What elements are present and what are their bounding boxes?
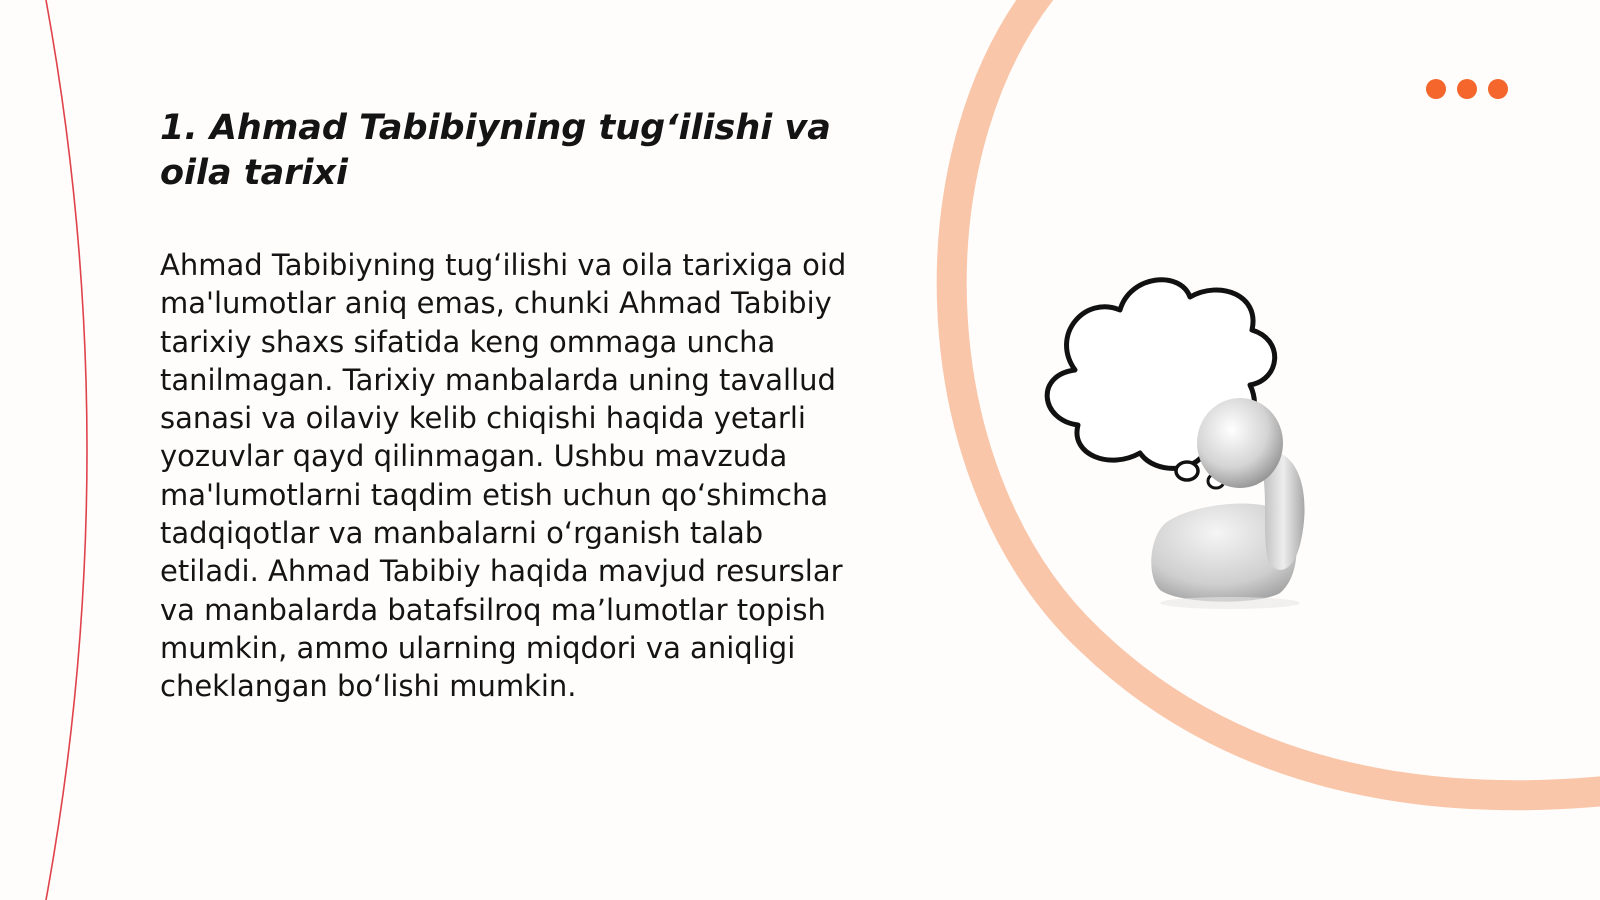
red-arc-line [46,0,87,900]
thinking-person-illustration [1030,275,1350,620]
bubble-small-1 [1176,462,1198,480]
dot-icon [1488,79,1508,99]
dot-icon [1426,79,1446,99]
dot-icon [1457,79,1477,99]
person-shadow [1160,597,1300,609]
three-dots-icon [1426,79,1508,99]
slide-body-text: Ahmad Tabibiyning tug‘ilishi va oila tarixiga oid ma'lumotlar aniq emas, chunki Ahmad Tabibiy tarixiy shaxs sifatida keng ommaga uncha tanilmagan. Tarixiy manbalarda uning tavallud sanasi va oilaviy kelib chiqishi haqida yetarli yozuvlar qayd qilinmagan. Ushbu mavzuda ma'lumotlarni taqdim etish uchun qo‘shimcha tadqiqotlar va manbalarni o‘rganish talab etiladi. Ahmad Tabibiy haqida mavjud resurslar va manbalarda batafsilroq ma’lumotlar topish mumkin, ammo ularning miqdori va aniqligi cheklangan bo‘lishi mumkin. [160,248,847,704]
person-head [1197,398,1283,488]
slide-title: 1. Ahmad Tabibiyning tug‘ilishi va oila tarixi [160,108,831,193]
